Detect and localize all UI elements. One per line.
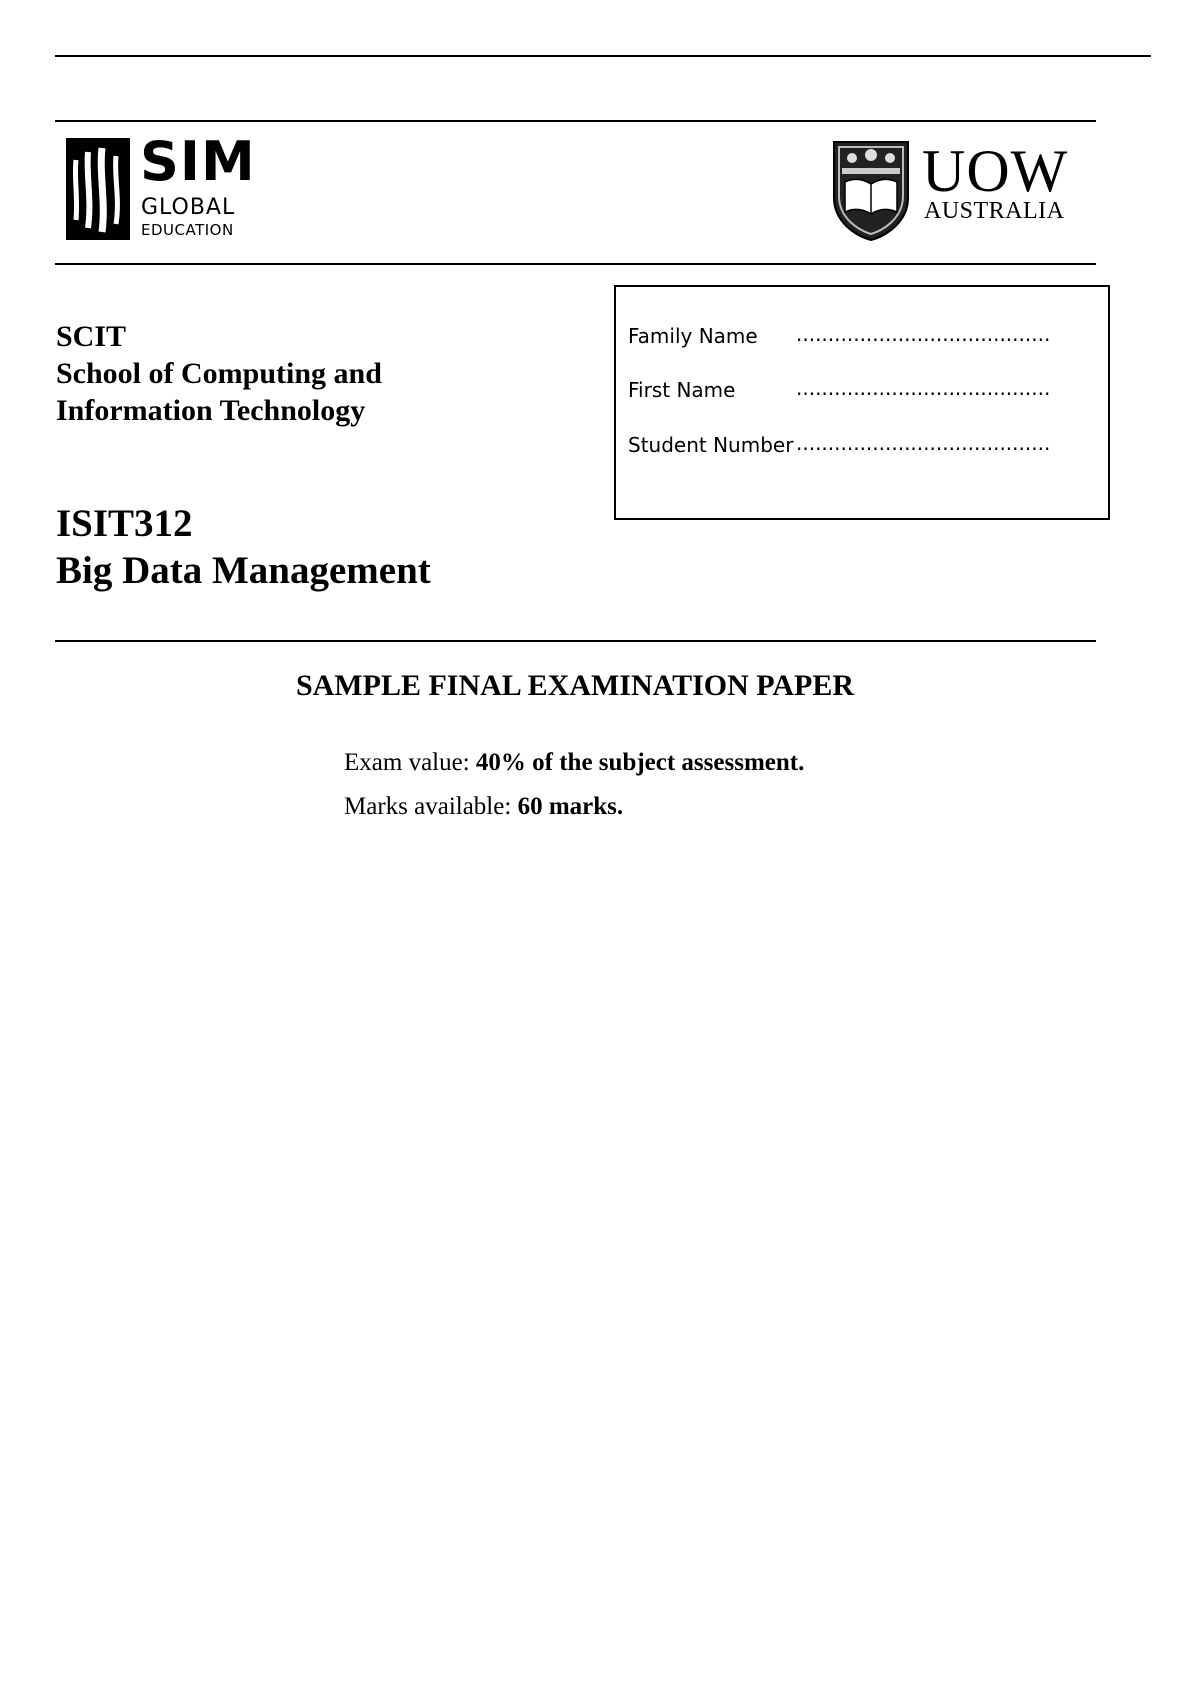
subject-code: ISIT312 — [56, 502, 193, 545]
sim-global-education-logo — [66, 130, 256, 242]
uow-logo-australia: AUSTRALIA — [924, 198, 1065, 224]
first-name-label: First Name — [628, 378, 736, 402]
top-rule — [55, 55, 1151, 57]
exam-value-line — [344, 748, 804, 778]
student-details-box — [614, 285, 1110, 520]
exam-value-label: Exam value: — [344, 749, 476, 776]
header-bottom-rule — [55, 263, 1096, 265]
first-name-field[interactable]: ........................................ — [796, 376, 1051, 400]
family-name-row — [628, 324, 758, 348]
marks-available-line — [344, 792, 623, 822]
school-name-line2: Information Technology — [56, 394, 366, 427]
uow-shield-icon — [830, 138, 912, 242]
sim-mark-icon — [66, 138, 130, 240]
student-number-field[interactable]: ........................................ — [796, 431, 1051, 455]
subject-block — [56, 500, 431, 594]
marks-available-text: 60 marks. — [517, 793, 624, 820]
subject-title: Big Data Management — [56, 549, 431, 592]
student-number-row — [628, 433, 793, 457]
family-name-field[interactable]: ........................................ — [796, 322, 1051, 346]
marks-available-label: Marks available: — [344, 793, 518, 820]
sim-logo-global: GLOBAL — [141, 195, 236, 220]
exam-title: SAMPLE FINAL EXAMINATION PAPER — [295, 669, 855, 702]
sim-logo-education: EDUCATION — [141, 221, 234, 239]
school-code: SCIT — [56, 320, 127, 353]
header-top-rule — [55, 120, 1096, 122]
school-block — [56, 318, 382, 429]
school-name-line1: School of Computing and — [56, 357, 382, 390]
sim-logo-word: SIM — [140, 130, 256, 193]
uow-logo-word: UOW — [922, 138, 1069, 204]
section-rule — [55, 640, 1096, 642]
student-number-label: Student Number — [628, 433, 794, 457]
first-name-row — [628, 378, 735, 402]
uow-australia-logo — [830, 138, 1080, 244]
family-name-label: Family Name — [628, 324, 758, 348]
exam-value-text: 40% of the subject assessment. — [475, 749, 805, 776]
